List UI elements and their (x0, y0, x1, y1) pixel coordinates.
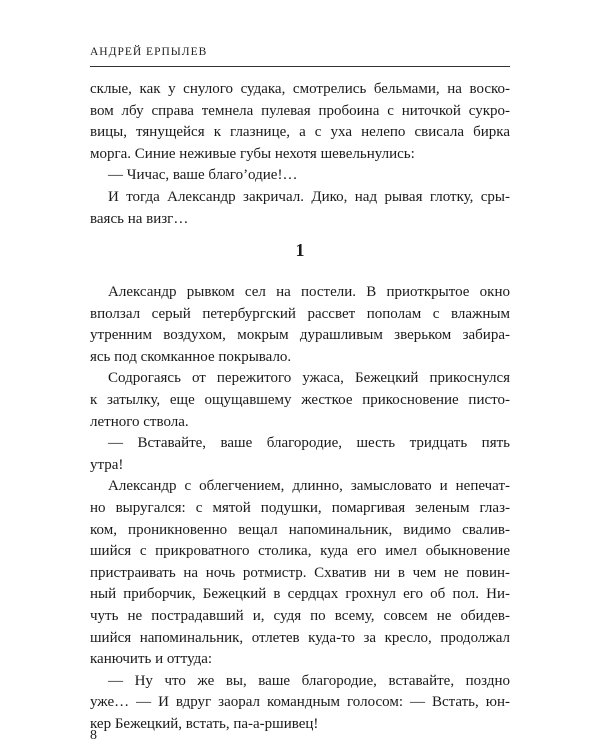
text-line: Александр рывком сел на постели. В приоткрытое окно (108, 284, 510, 300)
text-line: — Чичас, ваше благо’одие!… (108, 167, 298, 184)
header-rule (90, 66, 510, 67)
text-line: шийся напоминальник, отлетев куда-то за кресло, продолжал (90, 629, 510, 646)
text-line: Содрогаясь от пережитого ужаса, Бежецкий прикоснулся (108, 370, 510, 387)
chapter-number: 1 (295, 240, 305, 260)
text-line: ваясь на визг… (90, 210, 189, 227)
page-number: 8 (90, 728, 97, 743)
text-line: — Вставайте, ваше благородие, шесть тридцать пять (108, 435, 510, 452)
text-line: шийся с прикроватного столика, куда его имел обыкновение (90, 543, 510, 560)
text-line: склые, как у снулого судака, смотрелись бельмами, на воско- (90, 81, 510, 97)
text-line: вползал серый петербургский рассвет пополам с влажным (90, 305, 510, 322)
text-line: вицы, тянущейся к глазнице, а с уха нелепо свисала бирка (90, 124, 510, 141)
text-line: ком, проникновенно вещал напоминальник, видимо свалив- (90, 521, 510, 538)
text-line: утра! (90, 456, 124, 473)
text-line: Александр с облегчением, длинно, замысловато и непечат- (108, 478, 510, 495)
text-line: чуть не пострадавший и, судя по всему, совсем не обидев- (90, 608, 510, 624)
text-line: но выругался: с мятой подушки, помаргивая зеленым глаз- (90, 500, 510, 516)
text-line: И тогда Александр закричал. Дико, над рывая глотку, сры- (108, 189, 510, 205)
running-header: АНДРЕЙ ЕРПЫЛЕВ (90, 46, 208, 58)
text-line: летного ствола. (90, 413, 189, 430)
text-line: утренним воздухом, мокрым дурашливым зверьком забира- (90, 327, 510, 344)
text-line: ясь под скомканное покрывало. (90, 348, 292, 365)
text-line: — Ну что же вы, ваше благородие, вставайте, поздно (108, 672, 510, 689)
text-line: канючить и оттуда: (90, 651, 213, 668)
text-line: ный приборчик, Бежецкий в сердцах грохнул его об пол. Ни- (90, 586, 510, 603)
text-line: уже… — И вдруг заорал командным голосом: — Встать, юн- (90, 694, 510, 711)
text-line: морга. Синие неживые губы нехотя шевельнулись: (90, 145, 415, 162)
text-line: пристраивать на ночь ротмистр. Схватив ни в чем не повин- (90, 564, 510, 581)
text-line: кер Бежецкий, встать, па-а-ршивец! (90, 716, 319, 732)
text-line: вом лбу справа темнела пулевая пробоина с ниточкой сукро- (90, 102, 510, 119)
text-line: к затылку, еще ощущавшему жесткое прикосновение писто- (90, 392, 510, 408)
